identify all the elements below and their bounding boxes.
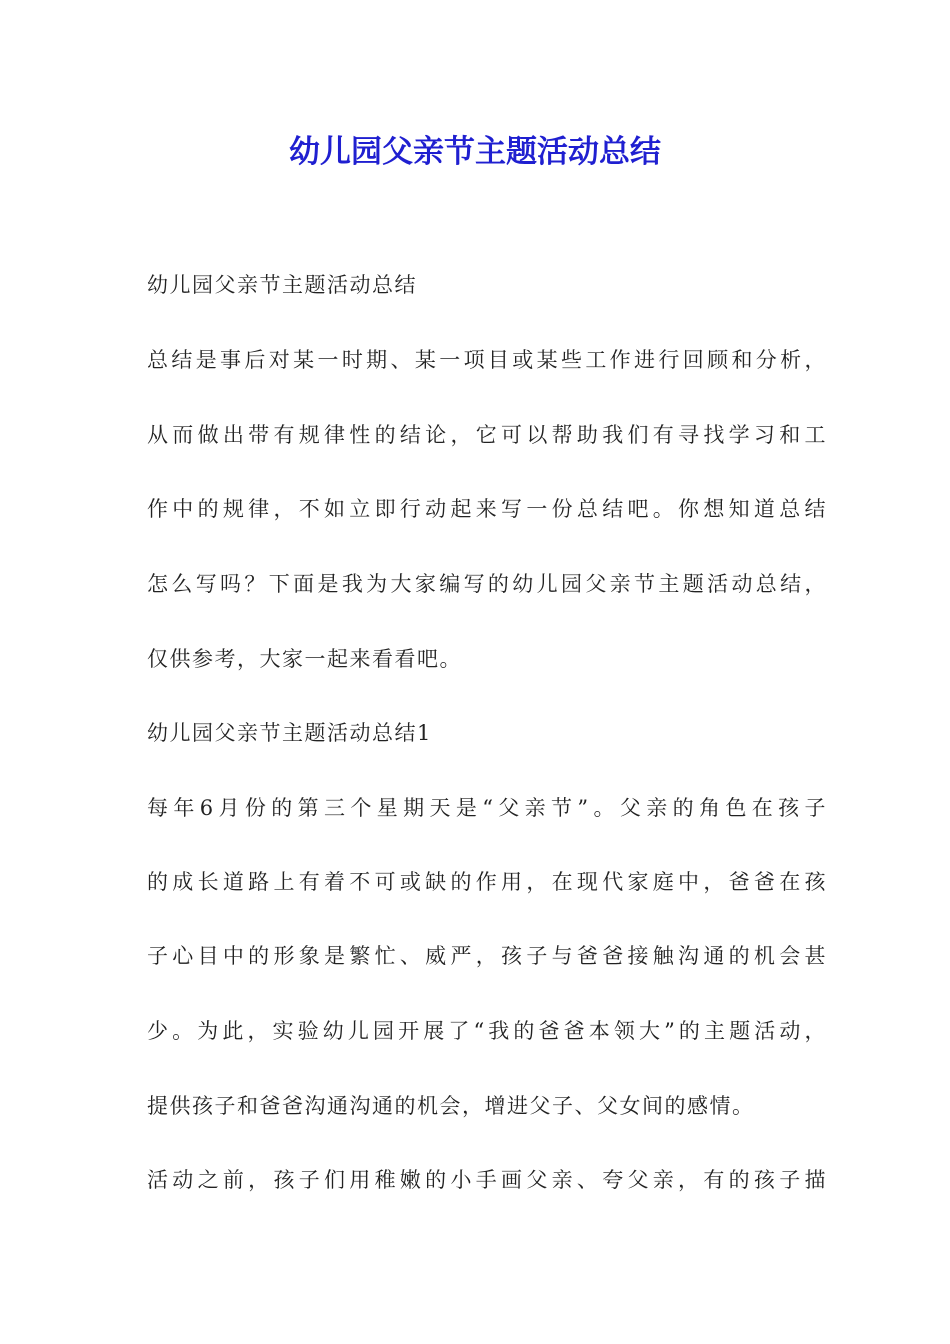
paragraph-line: 少。为此，实验幼儿园开展了“我的爸爸本领大”的主题活动， [147,1019,827,1043]
paragraph-line: 每年6月份的第三个星期天是“父亲节”。父亲的角色在孩子 [147,796,827,820]
section-heading: 幼儿园父亲节主题活动总结1 [147,721,432,745]
paragraph-line: 提供孩子和爸爸沟通沟通的机会，增进父子、父女间的感情。 [147,1094,755,1118]
paragraph-line: 作中的规律，不如立即行动起来写一份总结吧。你想知道总结 [147,497,827,521]
paragraph-line: 总结是事后对某一时期、某一项目或某些工作进行回顾和分析， [147,348,827,372]
paragraph-line: 从而做出带有规律性的结论，它可以帮助我们有寻找学习和工 [147,423,827,447]
paragraph-line: 子心目中的形象是繁忙、威严，孩子与爸爸接触沟通的机会甚 [147,944,827,968]
paragraph-line: 怎么写吗？下面是我为大家编写的幼儿园父亲节主题活动总结， [147,572,827,596]
section-heading: 幼儿园父亲节主题活动总结 [147,273,417,297]
paragraph-line: 仅供参考，大家一起来看看吧。 [147,647,462,671]
document-title: 幼儿园父亲节主题活动总结 [289,134,661,170]
paragraph-line: 的成长道路上有着不可或缺的作用，在现代家庭中，爸爸在孩 [147,870,827,894]
paragraph-line: 活动之前，孩子们用稚嫩的小手画父亲、夸父亲，有的孩子描 [147,1168,827,1192]
